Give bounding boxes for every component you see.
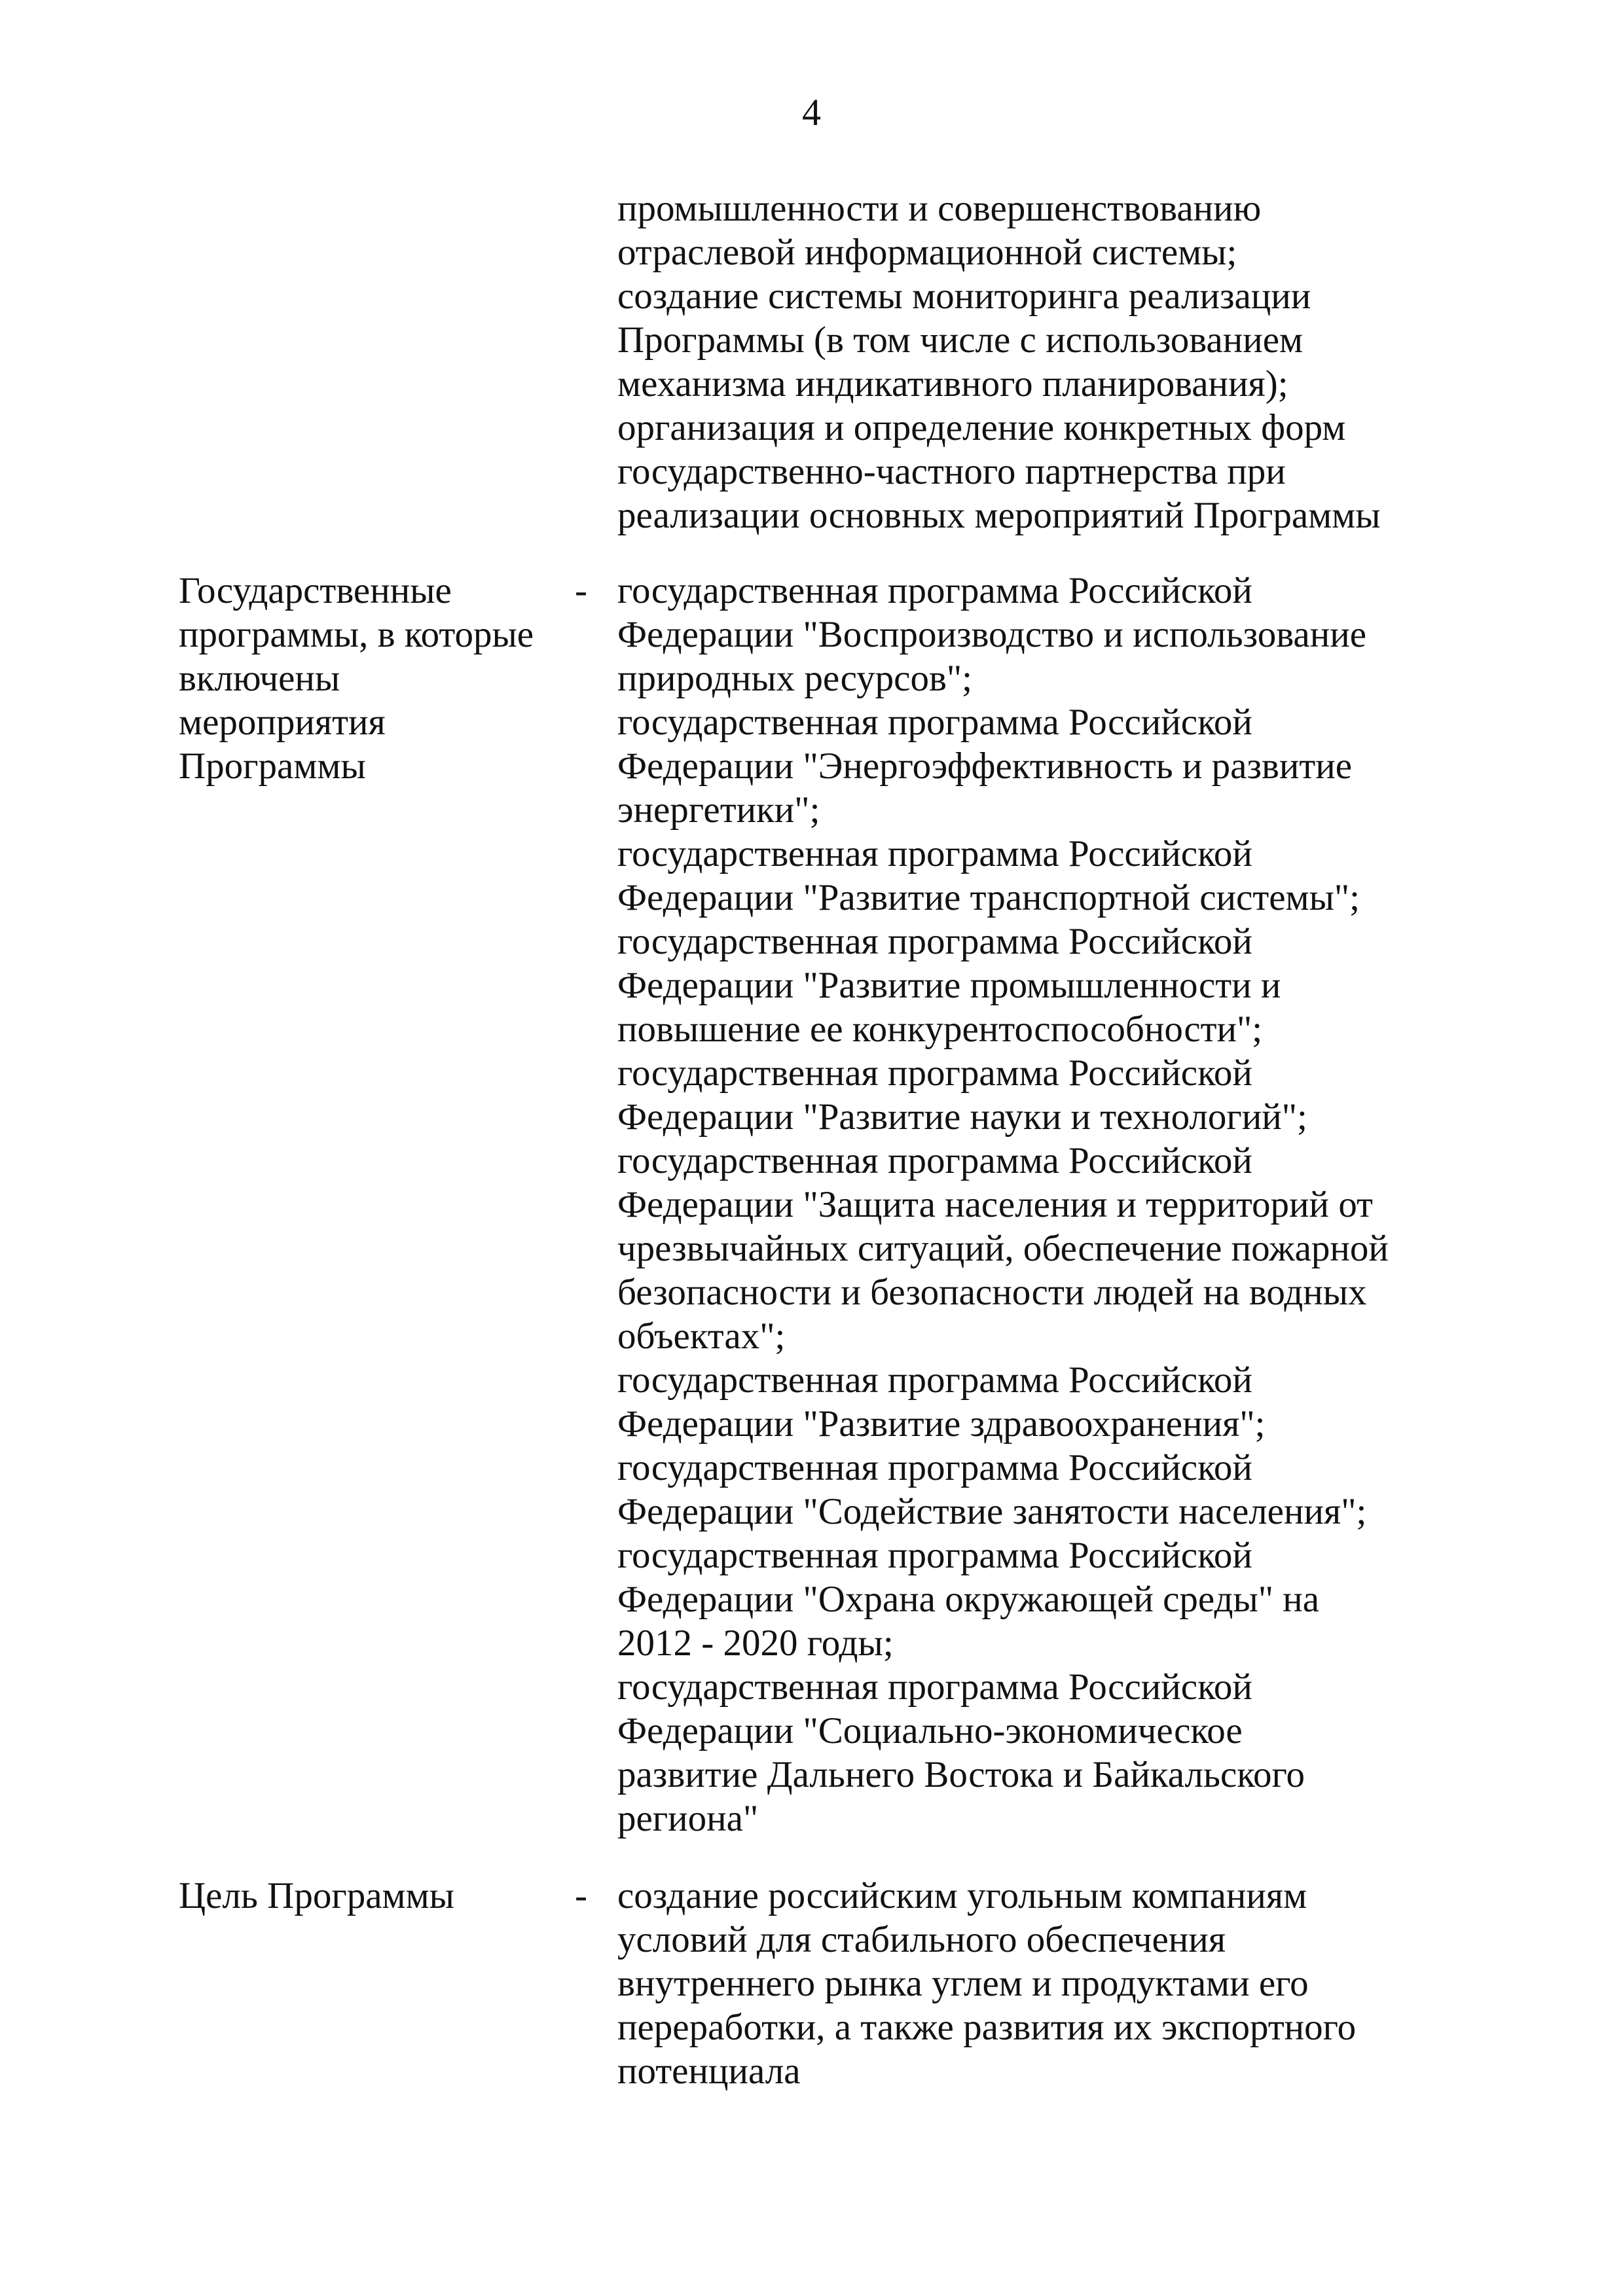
continuation-line: создание системы мониторинга реализации xyxy=(617,276,1311,317)
state-programs-line: государственная программа Российской xyxy=(617,1447,1252,1488)
state-programs-line: государственная программа Российской xyxy=(617,702,1252,743)
state-programs-line: государственная программа Российской xyxy=(617,1666,1252,1708)
state-programs-label-line: Программы xyxy=(179,745,366,787)
state-programs-line: объектах"; xyxy=(617,1316,786,1357)
state-programs-line: чрезвычайных ситуаций, обеспечение пожарной xyxy=(617,1228,1389,1269)
goal-line: внутреннего рынка углем и продуктами его xyxy=(617,1963,1309,2004)
state-programs-line: природных ресурсов"; xyxy=(617,658,973,699)
goal-label-line: Цель Программы xyxy=(179,1875,454,1916)
continuation-line: государственно-частного партнерства при xyxy=(617,451,1286,492)
continuation-line: отраслевой информационной системы; xyxy=(617,232,1237,273)
state-programs-line: государственная программа Российской xyxy=(617,833,1252,874)
state-programs-line: государственная программа Российской xyxy=(617,921,1252,962)
state-programs-line: Федерации "Развитие промышленности и xyxy=(617,965,1281,1006)
state-programs-line: государственная программа Российской xyxy=(617,570,1252,611)
state-programs-label-line: Государственные xyxy=(179,570,452,611)
state-programs-line: Федерации "Развитие науки и технологий"; xyxy=(617,1096,1307,1138)
state-programs-line: региона" xyxy=(617,1798,759,1839)
state-programs-line: Федерации "Энергоэффективность и развитие xyxy=(617,745,1353,787)
continuation-line: реализации основных мероприятий Программы xyxy=(617,495,1381,536)
state-programs-line: Федерации "Развитие здравоохранения"; xyxy=(617,1403,1266,1444)
state-programs-line: 2012 - 2020 годы; xyxy=(617,1623,894,1664)
goal-line: потенциала xyxy=(617,2051,801,2092)
state-programs-line: Федерации "Защита населения и территорий от xyxy=(617,1184,1373,1225)
state-programs-line: Федерации "Социально-экономическое xyxy=(617,1710,1243,1751)
continuation-line: механизма индикативного планирования); xyxy=(617,363,1288,404)
state-programs-line: государственная программа Российской xyxy=(617,1535,1252,1576)
state-programs-line: развитие Дальнего Востока и Байкальского xyxy=(617,1754,1305,1795)
state-programs-line: безопасности и безопасности людей на водных xyxy=(617,1272,1367,1313)
state-programs-line: государственная программа Российской xyxy=(617,1359,1252,1401)
state-programs-line: Федерации "Развитие транспортной системы"; xyxy=(617,877,1360,918)
continuation-line: организация и определение конкретных форм xyxy=(617,407,1346,448)
state-programs-line: повышение ее конкурентоспособности"; xyxy=(617,1009,1263,1050)
state-programs-label-line: программы, в которые xyxy=(179,614,534,655)
state-programs-line: государственная программа Российской xyxy=(617,1140,1252,1181)
goal-line: условий для стабильного обеспечения xyxy=(617,1919,1226,1960)
state-programs-line: Федерации "Воспроизводство и использование xyxy=(617,614,1367,655)
goal-line: переработки, а также развития их экспортного xyxy=(617,2007,1357,2048)
page-number: 4 xyxy=(802,91,821,134)
continuation-line: промышленности и совершенствованию xyxy=(617,188,1262,229)
continuation-line: Программы (в том числе с использованием xyxy=(617,319,1304,361)
goal-line: создание российским угольным компаниям xyxy=(617,1875,1307,1916)
state-programs-label-line: мероприятия xyxy=(179,702,386,743)
state-programs-line: Федерации "Охрана окружающей среды" на xyxy=(617,1579,1320,1620)
goal-dash: - xyxy=(575,1875,587,1916)
state-programs-line: Федерации "Содействие занятости населения"; xyxy=(617,1491,1367,1532)
state-programs-line: энергетики"; xyxy=(617,789,820,831)
state-programs-dash: - xyxy=(575,570,587,611)
state-programs-line: государственная программа Российской xyxy=(617,1052,1252,1094)
state-programs-label-line: включены xyxy=(179,658,340,699)
